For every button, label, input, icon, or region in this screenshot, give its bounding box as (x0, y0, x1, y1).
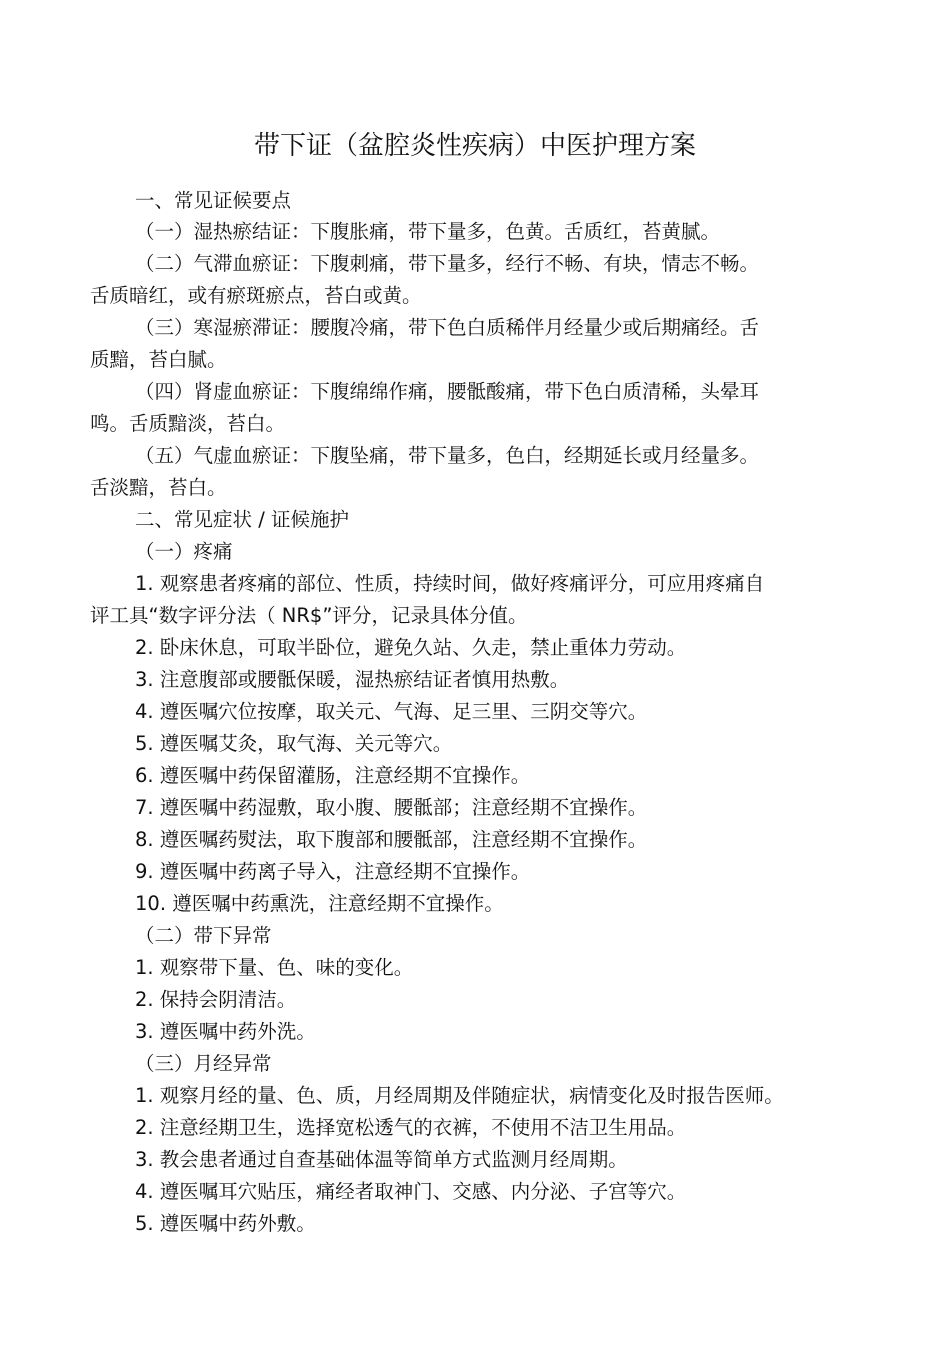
care-item: 6. 遵医嘱中药保留灌肠，注意经期不宜操作。 (135, 764, 531, 787)
subsection-heading-menstruation: （三）月经异常 (135, 1052, 272, 1075)
syndrome-line: （一）湿热瘀结证：下腹胀痛，带下量多，色黄。舌质红，苔黄腻。 (135, 220, 721, 243)
care-item: 2. 注意经期卫生，选择宽松透气的衣裤，不使用不洁卫生用品。 (135, 1116, 687, 1139)
subsection-heading-leukorrhea: （二）带下异常 (135, 924, 272, 947)
care-item: 10. 遵医嘱中药熏洗，注意经期不宜操作。 (135, 892, 504, 915)
care-item: 4. 遵医嘱耳穴贴压，痛经者取神门、交感、内分泌、子宫等穴。 (135, 1180, 687, 1203)
care-item: 9. 遵医嘱中药离子导入，注意经期不宜操作。 (135, 860, 531, 883)
care-item: 5. 遵医嘱艾灸，取气海、关元等穴。 (135, 732, 453, 755)
care-item: 3. 遵医嘱中药外洗。 (135, 1020, 316, 1043)
section-heading-syndromes: 一、常见证候要点 (135, 189, 292, 212)
care-item-cont: 评工具“数字评分法（ NR$”评分，记录具体分值。 (90, 604, 528, 627)
document-title: 带下证（盆腔炎性疾病）中医护理方案 (253, 131, 696, 161)
syndrome-line-cont: 舌淡黯，苔白。 (90, 476, 227, 499)
care-item: 1. 观察月经的量、色、质，月经周期及伴随症状，病情变化及时报告医师。 (135, 1084, 784, 1107)
care-item: 3. 注意腹部或腰骶保暖，湿热瘀结证者慎用热敷。 (135, 668, 570, 691)
syndrome-line: （五）气虚血瘀证：下腹坠痛，带下量多，色白，经期延长或月经量多。 (135, 444, 760, 467)
syndrome-line: （三）寒湿瘀滞证：腰腹冷痛，带下色白质稀伴月经量少或后期痛经。舌 (135, 316, 760, 339)
syndrome-line-cont: 鸣。舌质黯淡，苔白。 (90, 412, 286, 435)
care-item: 5. 遵医嘱中药外敷。 (135, 1212, 316, 1235)
care-item: 2. 保持会阴清洁。 (135, 988, 297, 1011)
subsection-heading-pain: （一）疼痛 (135, 540, 233, 563)
care-item: 3. 教会患者通过自查基础体温等简单方式监测月经周期。 (135, 1148, 628, 1171)
care-item: 4. 遵医嘱穴位按摩，取关元、气海、足三里、三阴交等穴。 (135, 700, 648, 723)
syndrome-line-cont: 质黯，苔白腻。 (90, 348, 227, 371)
care-item: 8. 遵医嘱药熨法，取下腹部和腰骶部，注意经期不宜操作。 (135, 828, 648, 851)
care-item: 1. 观察患者疼痛的部位、性质，持续时间，做好疼痛评分，可应用疼痛自 (135, 572, 765, 595)
syndrome-line: （二）气滞血瘀证：下腹刺痛，带下量多，经行不畅、有块，情志不畅。 (135, 252, 760, 275)
care-item: 7. 遵医嘱中药湿敷，取小腹、腰骶部；注意经期不宜操作。 (135, 796, 648, 819)
care-item: 1. 观察带下量、色、味的变化。 (135, 956, 414, 979)
syndrome-line-cont: 舌质暗红，或有瘀斑瘀点，苔白或黄。 (90, 284, 422, 307)
syndrome-line: （四）肾虚血瘀证：下腹绵绵作痛，腰骶酸痛，带下色白质清稀，头晕耳 (135, 380, 760, 403)
section-heading-care: 二、常见症状 / 证候施护 (135, 508, 349, 531)
care-item: 2. 卧床休息，可取半卧位，避免久站、久走，禁止重体力劳动。 (135, 636, 687, 659)
